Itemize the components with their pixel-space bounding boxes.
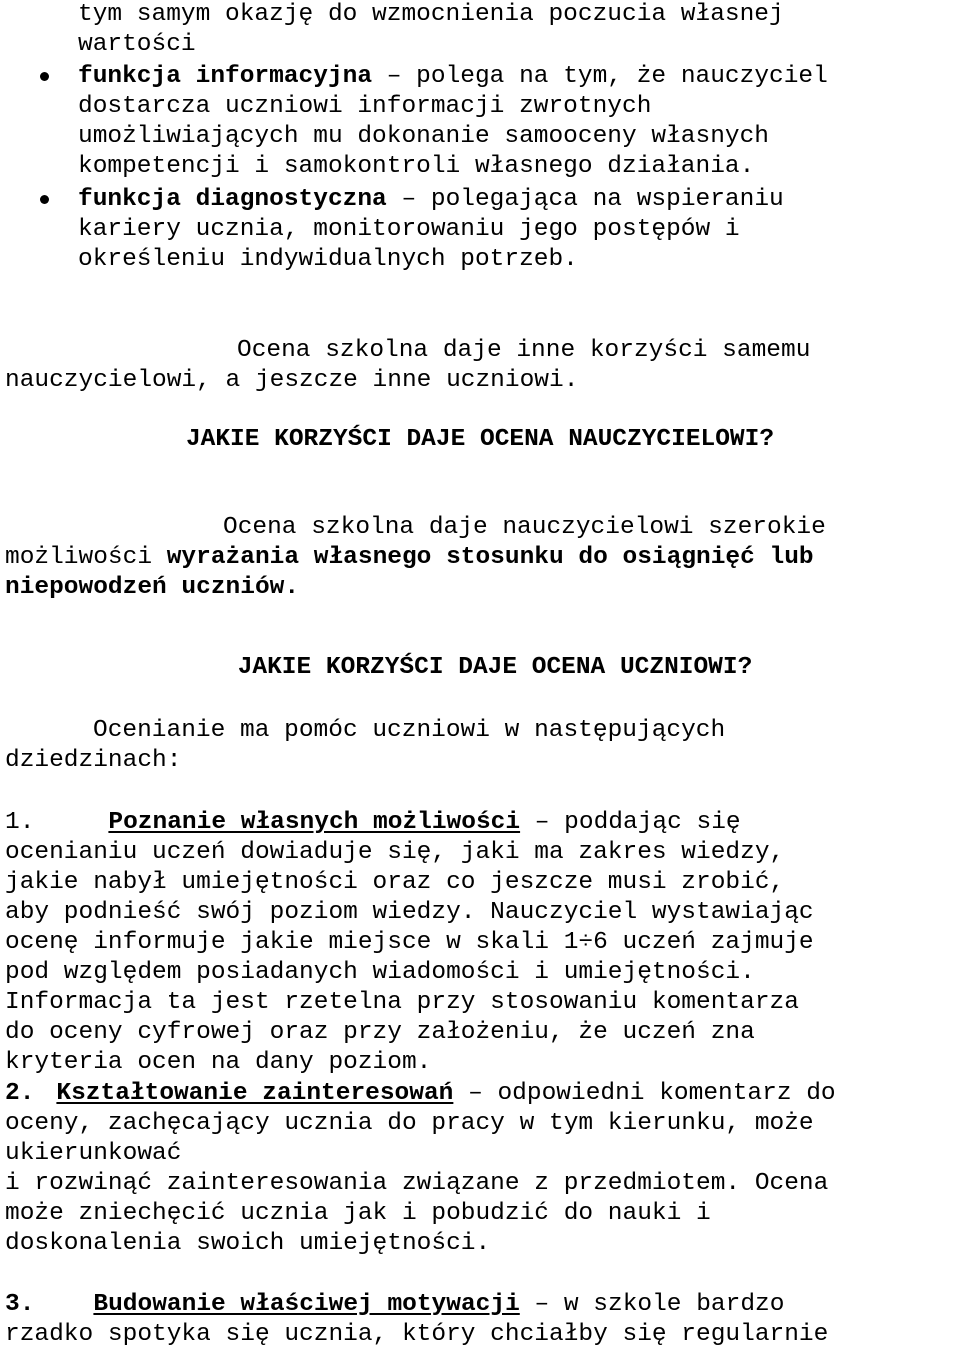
bullet-dot-icon — [40, 195, 49, 204]
item-line: ocenę informuje jakie miejsce w skali 1÷6 uczeń zajmuje — [5, 929, 814, 956]
bullet-line: kariery ucznia, monitorowaniu jego postępów i — [78, 216, 740, 243]
item-number: 1. — [5, 809, 35, 836]
bullet-item-informacyjna — [78, 62, 958, 182]
item-line: może zniechęcić ucznia jak i pobudzić do nauki i — [5, 1200, 711, 1227]
benefits-line-1: Ocena szkolna daje inne korzyści samemu — [237, 337, 811, 364]
item-line: i rozwinąć zainteresowania związane z przedmiotem. Ocena — [5, 1170, 829, 1197]
item-rest: – odpowiedni komentarz do — [453, 1080, 836, 1107]
bullet-line: określeniu indywidualnych potrzeb. — [78, 246, 578, 273]
heading-teacher-benefits: JAKIE KORZYŚCI DAJE OCENA NAUCZYCIELOWI? — [185, 426, 775, 453]
bullet-term: funkcja informacyjna — [78, 63, 373, 90]
heading-student-benefits: JAKIE KORZYŚCI DAJE OCENA UCZNIOWI? — [237, 654, 753, 681]
item-title: Poznanie własnych możliwości — [108, 809, 521, 836]
intro-line-2: wartości — [78, 31, 196, 58]
student-line-1: Ocenianie ma pomóc uczniowi w następujących — [93, 717, 726, 744]
item-number: 2. — [5, 1080, 35, 1107]
benefits-line-2: nauczycielowi, a jeszcze inne uczniowi. — [5, 367, 579, 394]
bullet-line: umożliwiających mu dokonanie samooceny własnych — [78, 123, 770, 150]
teacher-paragraph — [5, 513, 958, 603]
numbered-item-1 — [5, 808, 958, 1078]
student-paragraph — [5, 716, 958, 776]
item-rest: – w szkole bardzo — [519, 1291, 785, 1318]
teacher-line-3-bold: niepowodzeń uczniów. — [5, 574, 300, 601]
item-line: rzadko spotyka się ucznia, który chciałby się regularnie — [5, 1321, 829, 1348]
bullet-line: dostarcza uczniowi informacji zwrotnych — [78, 93, 652, 120]
benefits-paragraph — [5, 336, 958, 396]
bullet-rest: – polegająca na wspieraniu — [386, 186, 784, 213]
item-line: pod względem posiadanych wiadomości i umiejętności. — [5, 959, 755, 986]
intro-paragraph — [78, 0, 958, 60]
item-rest: – poddając się — [520, 809, 741, 836]
item-line: ukierunkować — [5, 1140, 182, 1167]
item-line: doskonalenia swoich umiejętności. — [5, 1230, 491, 1257]
numbered-item-2 — [5, 1079, 958, 1259]
item-number: 3. — [5, 1291, 35, 1318]
teacher-line-2-plain: możliwości — [5, 544, 167, 571]
bullet-rest: – polega na tym, że nauczyciel — [372, 63, 828, 90]
item-title: Kształtowanie zainteresowań — [56, 1080, 454, 1107]
intro-line-1: tym samym okazję do wzmocnienia poczucia własnej — [78, 1, 784, 28]
item-line: jakie nabył umiejętności oraz co jeszcze musi zrobić, — [5, 869, 785, 896]
bullet-term: funkcja diagnostyczna — [78, 186, 387, 213]
item-line: ocenianiu uczeń dowiaduje się, jaki ma zakres wiedzy, — [5, 839, 785, 866]
numbered-item-3 — [5, 1290, 958, 1350]
teacher-line-1: Ocena szkolna daje nauczycielowi szerokie — [223, 514, 826, 541]
bullet-item-diagnostyczna — [78, 185, 958, 275]
item-line: oceny, zachęcający ucznia do pracy w tym kierunku, może — [5, 1110, 814, 1137]
student-line-2: dziedzinach: — [5, 747, 182, 774]
bullet-line: kompetencji i samokontroli własnego działania. — [78, 153, 755, 180]
item-line: aby podnieść swój poziom wiedzy. Nauczyciel wystawiając — [5, 899, 814, 926]
teacher-line-2-bold: wyrażania własnego stosunku do osiągnięć lub — [166, 544, 814, 571]
item-line: Informacja ta jest rzetelna przy stosowaniu komentarza — [5, 989, 799, 1016]
item-line: do oceny cyfrowej oraz przy założeniu, że uczeń zna — [5, 1019, 755, 1046]
item-line: kryteria ocen na dany poziom. — [5, 1049, 432, 1076]
bullet-dot-icon — [40, 72, 49, 81]
item-title: Budowanie właściwej motywacji — [93, 1291, 520, 1318]
